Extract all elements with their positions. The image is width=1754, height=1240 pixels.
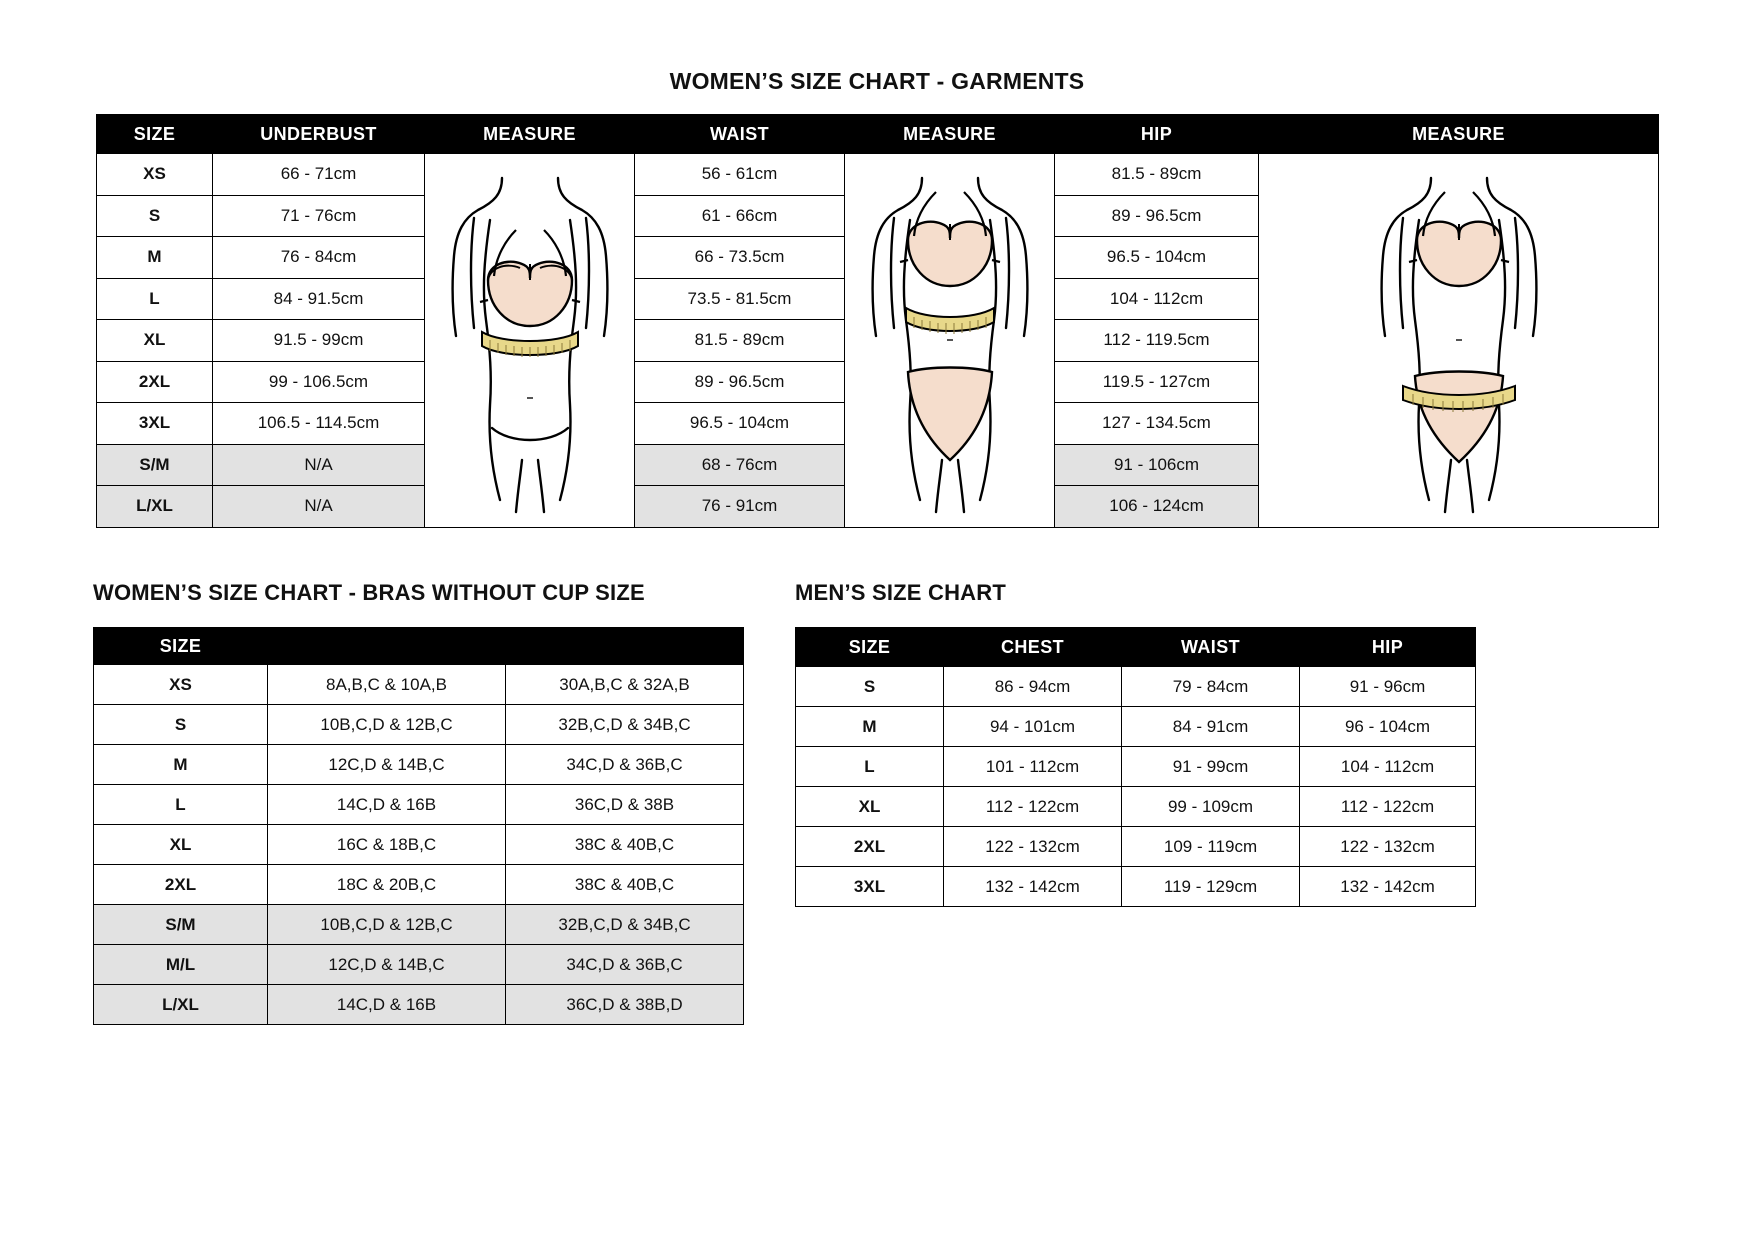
cell-us-size: 30A,B,C & 32A,B: [506, 665, 744, 705]
table-row: [796, 867, 1476, 907]
cell-hip: 104 - 112cm: [1300, 747, 1476, 787]
bras-chart-title: WOMEN’S SIZE CHART - BRAS WITHOUT CUP SIZE: [93, 580, 645, 605]
womens-garments-table: [96, 114, 1659, 528]
table-row: [94, 825, 744, 865]
cell-size: S: [94, 705, 268, 745]
table-row: [94, 945, 744, 985]
cell-us-size: 36C,D & 38B,D: [506, 985, 744, 1025]
cell-size: L/XL: [94, 985, 268, 1025]
cell-au-size: 12C,D & 14B,C: [268, 945, 506, 985]
cell-hip: 112 - 119.5cm: [1055, 320, 1259, 362]
mens-size-table: [795, 627, 1476, 907]
cell-size: L: [94, 785, 268, 825]
table-header-row: [94, 628, 744, 665]
header-measure-underbust: MEASURE: [425, 115, 635, 154]
cell-size: XL: [796, 787, 944, 827]
cell-size: 2XL: [97, 361, 213, 403]
womens-bras-section: [93, 580, 743, 1025]
table-header-row: [97, 115, 1659, 154]
cell-waist: 109 - 119cm: [1122, 827, 1300, 867]
female-torso-waist-measure-figure: [845, 154, 1055, 528]
cell-hip: 112 - 122cm: [1300, 787, 1476, 827]
table-row: [94, 785, 744, 825]
cell-size: S/M: [94, 905, 268, 945]
header-measure-waist: MEASURE: [845, 115, 1055, 154]
table-row: [94, 705, 744, 745]
cell-au-size: 10B,C,D & 12B,C: [268, 705, 506, 745]
cell-underbust: 106.5 - 114.5cm: [213, 403, 425, 445]
cell-waist: 84 - 91cm: [1122, 707, 1300, 747]
cell-waist: 73.5 - 81.5cm: [635, 278, 845, 320]
table-row: [94, 665, 744, 705]
cell-waist: 89 - 96.5cm: [635, 361, 845, 403]
cell-size: M: [97, 237, 213, 279]
cell-us-size: 34C,D & 36B,C: [506, 745, 744, 785]
mens-chart-title: MEN’S SIZE CHART: [795, 580, 1006, 605]
cell-underbust: 99 - 106.5cm: [213, 361, 425, 403]
cell-au-size: 14C,D & 16B: [268, 785, 506, 825]
table-row: [97, 154, 1659, 196]
cell-underbust: N/A: [213, 444, 425, 486]
cell-size: XL: [97, 320, 213, 362]
table-row: [94, 985, 744, 1025]
tape-measure-waist: [906, 308, 994, 334]
mens-section: [795, 580, 1475, 907]
cell-hip: 106 - 124cm: [1055, 486, 1259, 528]
cell-chest: 86 - 94cm: [944, 667, 1122, 707]
tape-measure-underbust: [482, 332, 578, 357]
cell-hip: 96.5 - 104cm: [1055, 237, 1259, 279]
cell-size: S/M: [97, 444, 213, 486]
cell-size: 3XL: [796, 867, 944, 907]
cell-size: L/XL: [97, 486, 213, 528]
cell-us-size: 38C & 40B,C: [506, 825, 744, 865]
cell-size: 2XL: [796, 827, 944, 867]
cell-hip: 89 - 96.5cm: [1055, 195, 1259, 237]
cell-waist: 81.5 - 89cm: [635, 320, 845, 362]
header-chest: CHEST: [944, 628, 1122, 667]
header-hip: HIP: [1300, 628, 1476, 667]
header-waist: WAIST: [1122, 628, 1300, 667]
cell-us-size: 34C,D & 36B,C: [506, 945, 744, 985]
cell-size: 2XL: [94, 865, 268, 905]
cell-underbust: 66 - 71cm: [213, 154, 425, 196]
female-torso-hip-measure-figure: [1259, 154, 1659, 528]
cell-hip: 96 - 104cm: [1300, 707, 1476, 747]
cell-waist: 119 - 129cm: [1122, 867, 1300, 907]
table-row: [796, 707, 1476, 747]
cell-waist: 99 - 109cm: [1122, 787, 1300, 827]
header-measure-hip: MEASURE: [1259, 115, 1659, 154]
cell-underbust: N/A: [213, 486, 425, 528]
header-size: SIZE: [796, 628, 944, 667]
cell-underbust: 84 - 91.5cm: [213, 278, 425, 320]
table-row: [796, 787, 1476, 827]
header-au-sizes: [268, 628, 506, 665]
cell-au-size: 10B,C,D & 12B,C: [268, 905, 506, 945]
table-row: [796, 827, 1476, 867]
table-row: [94, 745, 744, 785]
female-torso-underbust-measure-figure: [425, 154, 635, 528]
cell-waist: 61 - 66cm: [635, 195, 845, 237]
cell-hip: 122 - 132cm: [1300, 827, 1476, 867]
womens-bras-table: [93, 627, 744, 1025]
cell-hip: 81.5 - 89cm: [1055, 154, 1259, 196]
header-waist: WAIST: [635, 115, 845, 154]
cell-waist: 56 - 61cm: [635, 154, 845, 196]
cell-size: S: [796, 667, 944, 707]
table-row: [94, 905, 744, 945]
womens-garments-section: [96, 114, 1658, 528]
cell-hip: 127 - 134.5cm: [1055, 403, 1259, 445]
table-row: [796, 747, 1476, 787]
cell-us-size: 32B,C,D & 34B,C: [506, 705, 744, 745]
cell-size: S: [97, 195, 213, 237]
cell-chest: 94 - 101cm: [944, 707, 1122, 747]
cell-waist: 96.5 - 104cm: [635, 403, 845, 445]
cell-waist: 79 - 84cm: [1122, 667, 1300, 707]
header-underbust: UNDERBUST: [213, 115, 425, 154]
cell-au-size: 14C,D & 16B: [268, 985, 506, 1025]
cell-waist: 76 - 91cm: [635, 486, 845, 528]
cell-underbust: 91.5 - 99cm: [213, 320, 425, 362]
cell-hip: 91 - 106cm: [1055, 444, 1259, 486]
cell-size: L: [796, 747, 944, 787]
header-us-sizes: [506, 628, 744, 665]
cell-size: 3XL: [97, 403, 213, 445]
cell-au-size: 18C & 20B,C: [268, 865, 506, 905]
cell-size: XS: [94, 665, 268, 705]
cell-hip: 132 - 142cm: [1300, 867, 1476, 907]
cell-chest: 112 - 122cm: [944, 787, 1122, 827]
table-row: [796, 667, 1476, 707]
cell-hip: 119.5 - 127cm: [1055, 361, 1259, 403]
cell-us-size: 38C & 40B,C: [506, 865, 744, 905]
cell-waist: 66 - 73.5cm: [635, 237, 845, 279]
cell-size: M: [796, 707, 944, 747]
cell-au-size: 12C,D & 14B,C: [268, 745, 506, 785]
header-hip: HIP: [1055, 115, 1259, 154]
cell-hip: 91 - 96cm: [1300, 667, 1476, 707]
cell-underbust: 76 - 84cm: [213, 237, 425, 279]
header-size: SIZE: [97, 115, 213, 154]
cell-au-size: 8A,B,C & 10A,B: [268, 665, 506, 705]
cell-size: M: [94, 745, 268, 785]
cell-waist: 91 - 99cm: [1122, 747, 1300, 787]
cell-size: XL: [94, 825, 268, 865]
cell-underbust: 71 - 76cm: [213, 195, 425, 237]
header-size: SIZE: [94, 628, 268, 665]
cell-waist: 68 - 76cm: [635, 444, 845, 486]
cell-size: L: [97, 278, 213, 320]
cell-chest: 132 - 142cm: [944, 867, 1122, 907]
cell-chest: 122 - 132cm: [944, 827, 1122, 867]
cell-chest: 101 - 112cm: [944, 747, 1122, 787]
cell-hip: 104 - 112cm: [1055, 278, 1259, 320]
cell-us-size: 32B,C,D & 34B,C: [506, 905, 744, 945]
cell-size: XS: [97, 154, 213, 196]
page-title: WOMEN’S SIZE CHART - GARMENTS: [669, 68, 1085, 94]
cell-us-size: 36C,D & 38B: [506, 785, 744, 825]
table-row: [94, 865, 744, 905]
cell-au-size: 16C & 18B,C: [268, 825, 506, 865]
table-header-row: [796, 628, 1476, 667]
cell-size: M/L: [94, 945, 268, 985]
